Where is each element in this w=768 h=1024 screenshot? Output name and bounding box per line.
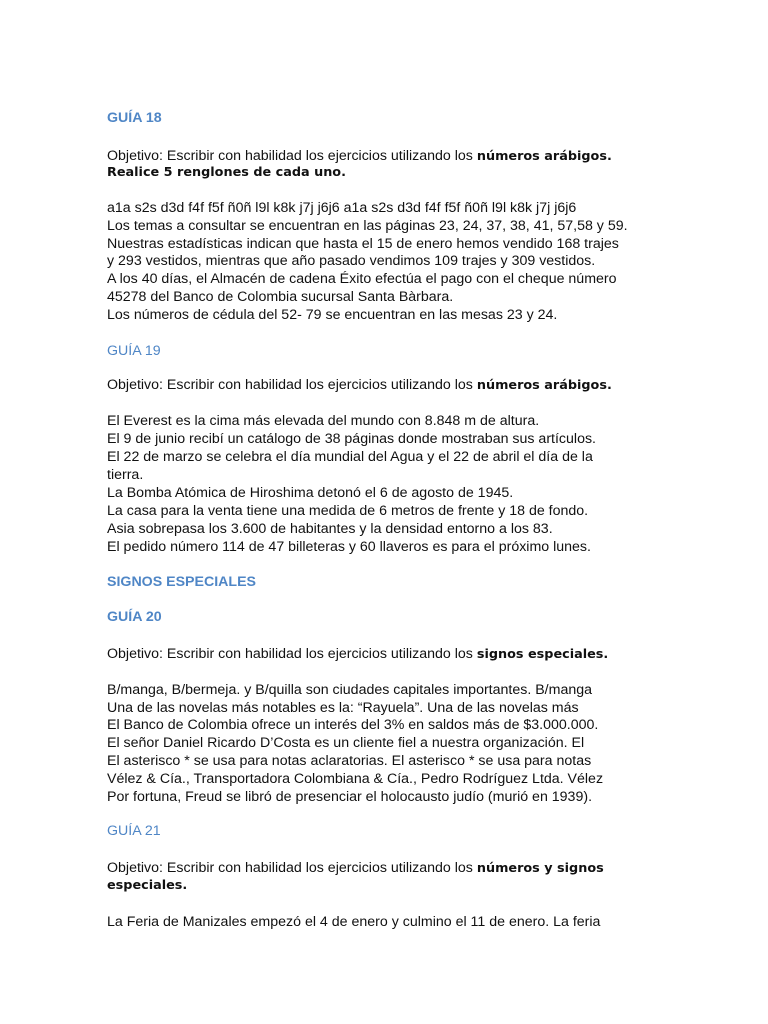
objective-text: Objetivo: Escribir con habilidad los ejercicios utilizando los bbox=[107, 646, 477, 662]
guia-19-line-7: Asia sobrepasa los 3.600 de habitantes y la densidad entorno a los 83. bbox=[107, 521, 553, 537]
guia-18-line-7: Los números de cédula del 52- 79 se encuentran en las mesas 23 y 24. bbox=[107, 307, 558, 323]
guia-18-line-5: A los 40 días, el Almacén de cadena Éxito efectúa el pago con el cheque número bbox=[107, 271, 617, 287]
guia-18-line-3: Nuestras estadísticas indican que hasta el 15 de enero hemos vendido 168 trajes bbox=[107, 236, 619, 252]
objective-bold-text: signos especiales. bbox=[476, 647, 609, 662]
objective-bold-text: números arábigos. bbox=[476, 149, 612, 164]
objective-bold-text: números arábigos. bbox=[476, 378, 612, 393]
guia-20-line-3: El Banco de Colombia ofrece un interés del 3% en saldos más de $3.000.000. bbox=[107, 717, 599, 733]
guia-19-line-6: La casa para la venta tiene una medida de 6 metros de frente y 18 de fondo. bbox=[107, 503, 589, 519]
guia-19-line-1: El Everest es la cima más elevada del mundo con 8.848 m de altura. bbox=[107, 413, 540, 429]
guia-19-line-3: El 22 de marzo se celebra el día mundial del Agua y el 22 de abril el día de la bbox=[107, 449, 593, 465]
guia-20-line-5: El asterisco * se usa para notas aclaratorias. El asterisco * se usa para notas bbox=[107, 753, 592, 769]
guia-21-heading: GUÍA 21 bbox=[107, 823, 161, 839]
guia-21-objective-line2: especiales. bbox=[107, 878, 188, 893]
guia-20-line-1: B/manga, B/bermeja. y B/quilla son ciudades capitales importantes. B/manga bbox=[107, 682, 593, 698]
guia-18-objective-line2: Realice 5 renglones de cada uno. bbox=[107, 165, 346, 180]
guia-19-objective bbox=[107, 376, 612, 395]
guia-18-line-4: y 293 vestidos, mientras que año pasado vendimos 109 trajes y 309 vestidos. bbox=[107, 253, 596, 269]
guia-19-line-5: La Bomba Atómica de Hiroshima detonó el 6 de agosto de 1945. bbox=[107, 485, 514, 501]
guia-18-line-2: Los temas a consultar se encuentran en las páginas 23, 24, 37, 38, 41, 57,58 y 59. bbox=[107, 218, 628, 234]
guia-20-line-7: Por fortuna, Freud se libró de presenciar el holocausto judío (murió en 1939). bbox=[107, 789, 593, 805]
guia-18-line-6: 45278 del Banco de Colombia sucursal Santa Bàrbara. bbox=[107, 289, 454, 305]
guia-20-line-2: Una de las novelas más notables es la: “Rayuela”. Una de las novelas más bbox=[107, 700, 579, 716]
signos-especiales-heading: SIGNOS ESPECIALES bbox=[107, 574, 257, 590]
objective-text: Objetivo: Escribir con habilidad los ejercicios utilizando los bbox=[107, 860, 477, 876]
guia-19-line-2: El 9 de junio recibí un catálogo de 38 páginas donde mostraban sus artículos. bbox=[107, 431, 596, 447]
guia-18-line-1: a1a s2s d3d f4f f5f ñ0ñ l9l k8k j7j j6j6 a1a s2s d3d f4f f5f ñ0ñ l9l k8k j7j j6j6 bbox=[107, 200, 577, 216]
guia-18-heading: GUÍA 18 bbox=[107, 110, 162, 126]
guia-21-objective bbox=[107, 859, 604, 878]
guia-20-line-6: Vélez & Cía., Transportadora Colombiana & Cía., Pedro Rodríguez Ltda. Vélez bbox=[107, 771, 604, 787]
objective-bold-text: números y signos bbox=[476, 861, 604, 876]
objective-text: Objetivo: Escribir con habilidad los ejercicios utilizando los bbox=[107, 148, 477, 164]
objective-text: Objetivo: Escribir con habilidad los ejercicios utilizando los bbox=[107, 377, 477, 393]
guia-19-heading: GUÍA 19 bbox=[107, 343, 161, 359]
guia-20-heading: GUÍA 20 bbox=[107, 609, 162, 625]
guia-19-line-4: tierra. bbox=[107, 467, 144, 483]
guia-20-line-4: El señor Daniel Ricardo D’Costa es un cliente fiel a nuestra organización. El bbox=[107, 735, 585, 751]
guia-21-line-1: La Feria de Manizales empezó el 4 de enero y culmino el 11 de enero. La feria bbox=[107, 914, 601, 930]
guia-19-line-8: El pedido número 114 de 47 billeteras y 60 llaveros es para el próximo lunes. bbox=[107, 539, 591, 555]
guia-20-objective bbox=[107, 645, 608, 664]
